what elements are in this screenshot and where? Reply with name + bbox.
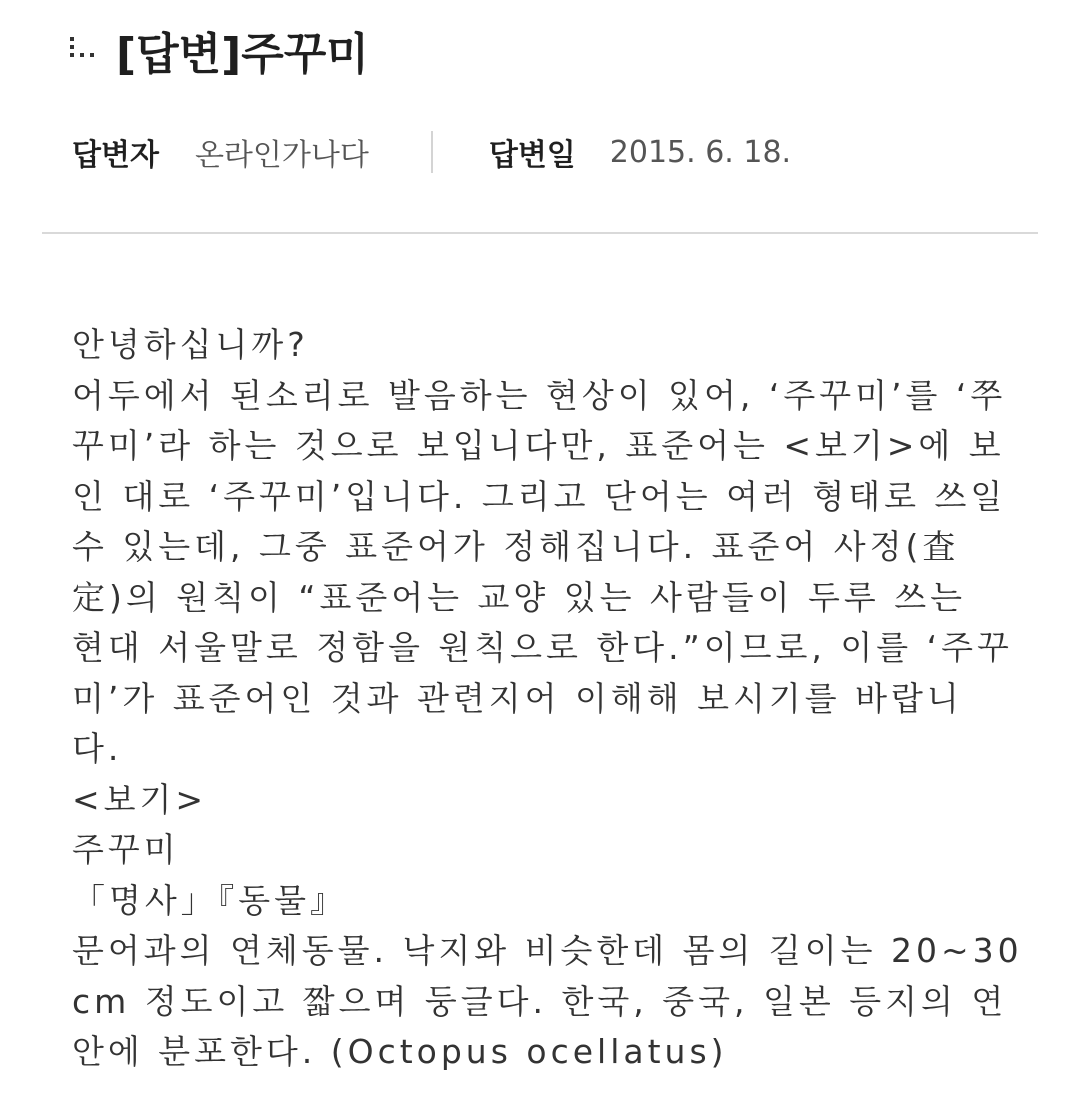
body-line: 어두에서 된소리로 발음하는 현상이 있어, ‘주꾸미’를 ‘쭈 (72, 375, 1007, 415)
body-line: 꾸미’라 하는 것으로 보입니다만, 표준어는 <보기>에 보 (72, 426, 1005, 465)
body-line: 수 있는데, 그중 표준어가 정해집니다. 표준어 사정(査 (72, 527, 960, 566)
body-line: 다. (72, 729, 123, 768)
body-line: cm 정도이고 짧으며 둥글다. 한국, 중국, 일본 등지의 연 (72, 981, 1008, 1021)
body-line: 문어과의 연체동물. 낙지와 비슷한데 몸의 길이는 20~30 (72, 931, 1023, 970)
body-line: 안에 분포한다. (Octopus ocellatus) (72, 1032, 728, 1071)
answer-body (72, 320, 1023, 1078)
answer-meta (72, 126, 791, 178)
header-divider (42, 232, 1038, 234)
answerer-label: 답변자 (72, 138, 159, 173)
dots-icon (68, 35, 102, 65)
body-line: 현대 서울말로 정함을 원칙으로 한다.”이므로, 이를 ‘주꾸 (72, 628, 1013, 667)
answer-title-row (68, 18, 369, 82)
body-line: 안녕하십니까? (72, 325, 309, 364)
body-line: 인 대로 ‘주꾸미’입니다. 그리고 단어는 여러 형태로 쓰일 (72, 476, 1007, 516)
body-line: 주꾸미 (72, 830, 180, 869)
answer-date-label: 답변일 (488, 138, 576, 173)
meta-divider (431, 131, 433, 173)
body-line: 定)의 원칙이 “표준어는 교양 있는 사람들이 두루 쓰는 (72, 577, 966, 617)
page-title: [답변]주꾸미 (116, 29, 369, 80)
answerer-name: 온라인가나다 (194, 138, 369, 173)
body-line: 미’가 표준어인 것과 관련지어 이해해 보시기를 바랍니 (72, 678, 963, 718)
answer-date: 2015. 6. 18. (609, 134, 792, 170)
body-line: 「명사」『동물』 (72, 880, 348, 920)
body-line: <보기> (72, 779, 208, 819)
